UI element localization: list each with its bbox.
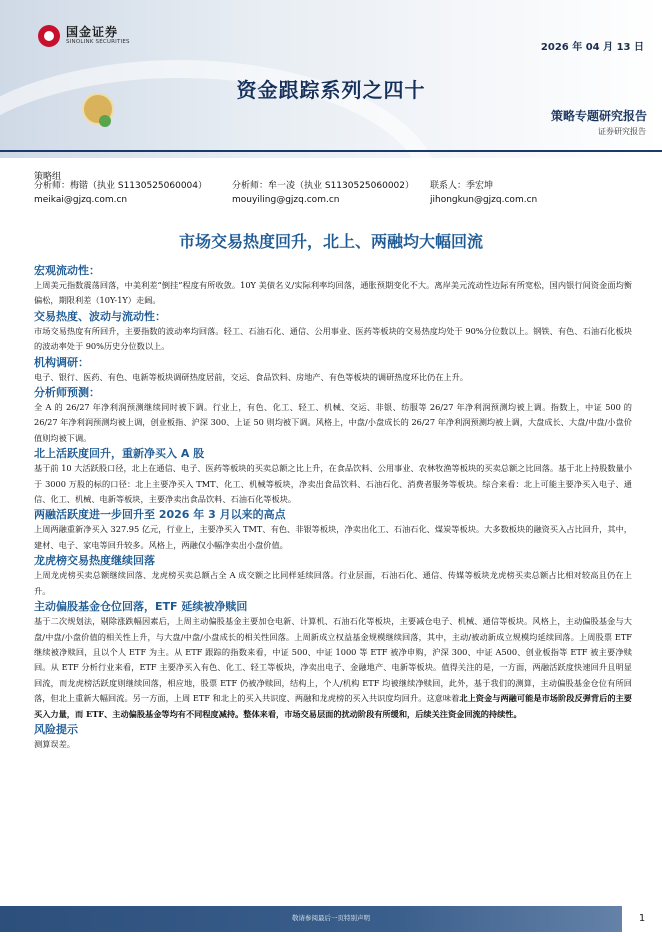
report-body	[34, 263, 632, 752]
logo-cn-text: 国金证券	[66, 25, 119, 40]
section-text: 上周美元指数震荡回落，中美利差“倒挂”程度有所收敛。10Y 美债名义/实际利率均回落，通胀预期变化不大。离岸美元流动性边际有所宽松，国内银行间资金面均衡偏松，期限利差（10Y-1Y）走阔。	[34, 280, 632, 306]
section-text: 测算误差。	[34, 738, 75, 749]
section-heading: 分析师预测：	[34, 386, 100, 400]
author-2-email[interactable]: mouyiling@gjzq.com.cn	[232, 195, 340, 205]
section-heading: 风险提示	[34, 722, 78, 736]
section-text: 上周龙虎榜买卖总额继续回落、龙虎榜买卖总额占全 A 成交额之比同样延续回落。行业层面，石油石化、通信、传媒等板块龙虎榜买卖总额占比相对较高且仍在上升。	[34, 570, 632, 596]
section-text	[34, 614, 632, 722]
author-3-email[interactable]: jihongkun@gjzq.com.cn	[430, 195, 538, 205]
section-text-body: 基于二次规划法，剔除涨跌幅因素后，上周主动偏股基金主要加仓电新、计算机、石油石化等板块，主要减仓电子、机械、通信等板块。风格上，主动偏股基金与大盘/中盘/小盘价值的相关性上升，与大盘/中盘/小盘成长的相关性回落。上周新成立权益基金规模继续回落，其中，主动/被动新成立规模均延续回落。上周股票 ETF 继续被净赎回，且以个人 ETF 为主。从 ETF 跟踪的指数来看，中证 500、中证 1000 等 ETF 被净申购，沪深 300、中证 A500、创业板指等 ETF 被主要净赎回。从 ETF 分析行业来看，ETF 主要净买入有色、化工、轻工等板块，净卖出电子、金融地产、电新等板块。值得关注的是，一方面，两融活跃度快速回升且明显回流，而龙虎榜活跃度则继续回落，相应地，股票 ETF 仍被净赎回，结构上，个人/机构 ETF 均被继续净赎回，此外，基于我们的测算，主动偏股基金仓位有所回落，但北上重新大幅回流。另一方面，上周 ETF 和北上的买入共识度、两融和龙虎榜的买入共识度均回升。这意味着	[34, 616, 632, 704]
section-text: 全 A 的 26/27 年净利润预测继续同时被下调。行业上，有色、化工、轻工、机械、交运、非银、纺服等 26/27 年净利润预测均被上调。指数上，中证 500 的 26/27 年净利润预测均被上调，创业板指、沪深 300、上证 50 则均被下调。风格上，中盘/小盘成长的 26/27 年净利润预测均被上调，大盘成长、大盘/中盘/小盘价值则均被下调。	[34, 402, 632, 443]
section-text: 基于前 10 大活跃股口径，北上在通信、电子、医药等板块的买卖总额之比上升，在食品饮料、公用事业、农林牧渔等板块的买卖总额之比回落。基于北上持股数量小于 3000 万股的标的口径：北上主要净买入 TMT、化工、机械等板块，净卖出食品饮料、石油石化、消费者服务等板块。综合来看：北上可能主要净买入电子、通信、化工、机械、电新等板块，主要净卖出食品饮料、石油石化等板块。	[34, 463, 632, 505]
section-text-bold: 北上资金与两融可能是市场阶段反弹背后的主要买入力量，而 ETF、主动偏股基金等均有不同程度减持。整体来看，市场交易层面的扰动阶段有所缓和，后续关注资金回流的持续性。	[34, 693, 632, 719]
header-divider	[0, 150, 662, 152]
author-1-email[interactable]: meikai@gjzq.com.cn	[34, 195, 128, 205]
section-heading: 机构调研：	[34, 355, 89, 369]
footer-disclaimer: 敬请参阅最后一页特别声明	[292, 914, 370, 922]
page-title: 市场交易热度回升，北上、两融均大幅回流	[178, 232, 483, 251]
report-subtype: 证券研究报告	[598, 127, 646, 136]
report-date: 2026 年 04 月 13 日	[540, 42, 644, 53]
author-2-name: 分析师：牟一凌（执业 S1130525060002）	[232, 181, 415, 191]
logo-en-text: SINOLINK SECURITIES	[66, 39, 130, 46]
author-1-name: 分析师：梅锴（执业 S1130525060004）	[34, 181, 208, 191]
section-heading: 北上活跃度回升，重新净买入 A 股	[34, 447, 205, 461]
logo-mark-icon	[38, 25, 60, 47]
company-logo	[38, 25, 130, 47]
section-text: 上周两融重新净买入 327.95 亿元，行业上，主要净买入 TMT、有色、非银等板块，净卖出化工、石油石化、煤炭等板块。大多数板块的融资买入占比回升，其中，建材、电子、家电等回升较多。风格上，两融仅小幅净卖出小盘价值。	[34, 524, 632, 550]
section-heading: 宏观流动性：	[34, 264, 100, 277]
section-heading: 龙虎榜交易热度继续回落	[34, 554, 155, 568]
team-name: 策略组	[34, 172, 62, 182]
author-3-name: 联系人：季宏坤	[430, 181, 494, 191]
report-type: 策略专题研究报告	[550, 109, 647, 123]
section-text: 市场交易热度有所回升，主要指数的波动率均回落。轻工、石油石化、通信、公用事业、医药等板块的交易热度均处于 90%分位数以上。钢铁、有色、石油石化板块的波动率处于 90%历史分位数以上。	[34, 325, 632, 352]
section-heading: 两融活跃度进一步回升至 2026 年 3 月以来的高点	[34, 508, 286, 522]
section-heading: 主动偏股基金仓位回落，ETF 延续被净赎回	[34, 600, 248, 614]
section-text: 电子、银行、医药、有色、电新等板块调研热度居前，交运、食品饮料、房地产、有色等板块的调研热度环比仍在上升。	[34, 371, 468, 382]
section-heading: 交易热度、波动与流动性：	[34, 309, 166, 323]
series-title: 资金跟踪系列之四十	[236, 78, 426, 102]
page-number: 1	[622, 906, 662, 932]
